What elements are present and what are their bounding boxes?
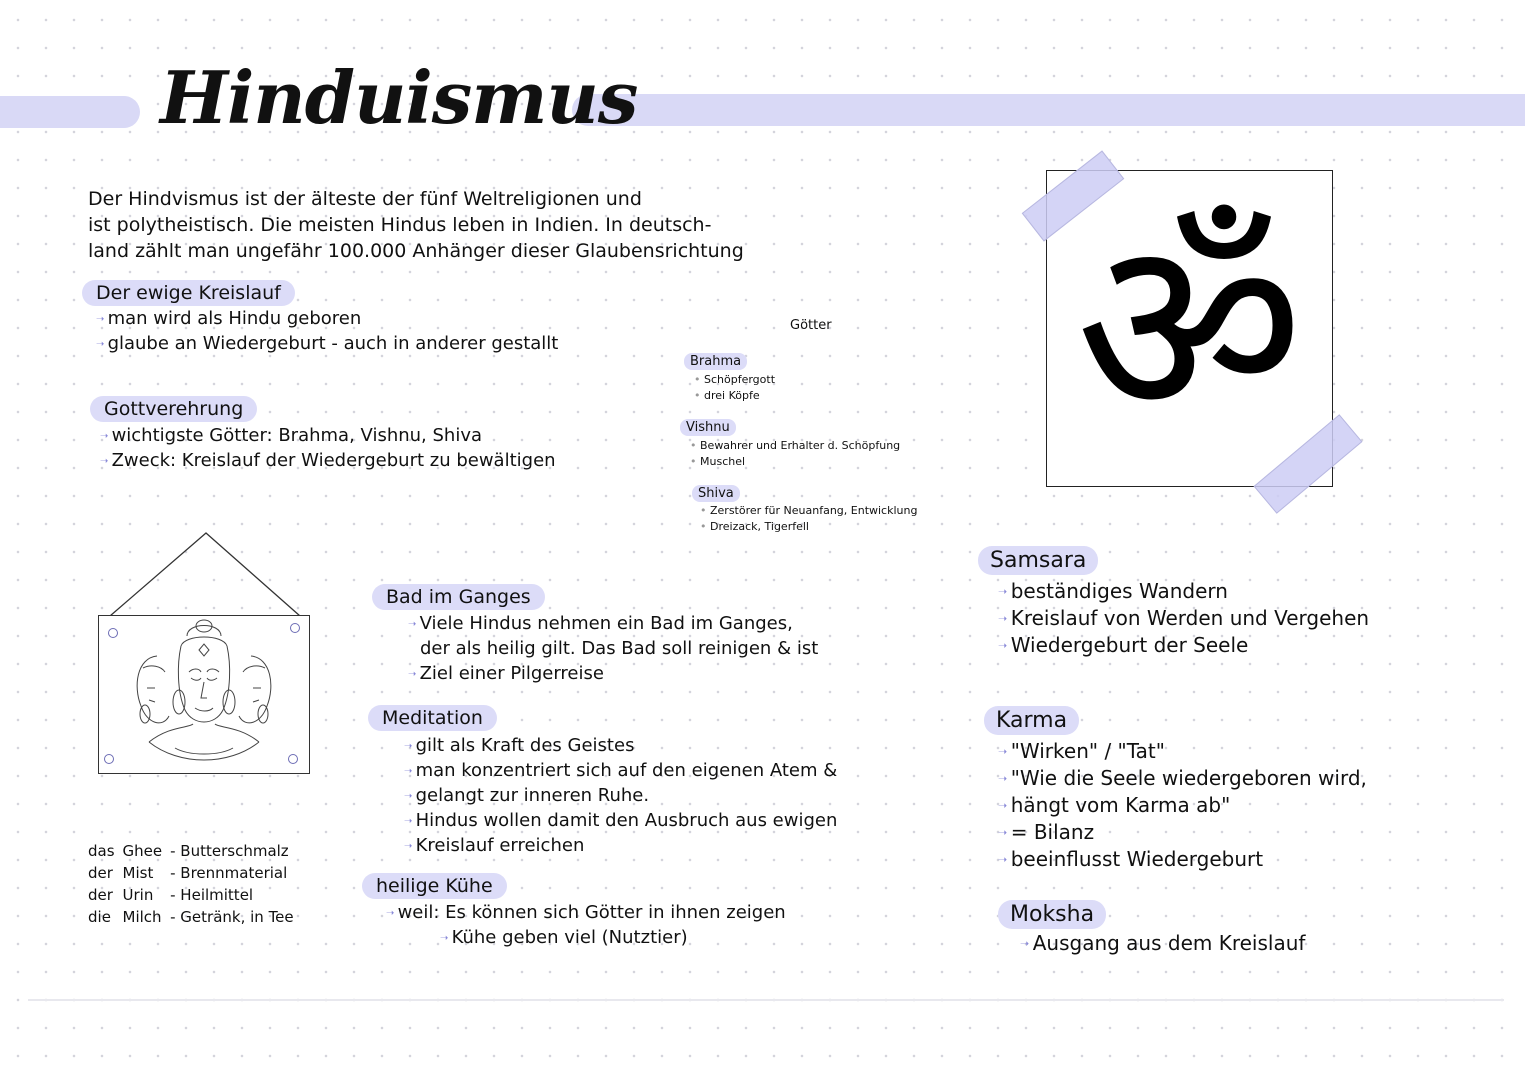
god-name-vishnu: Vishnu (680, 419, 736, 436)
kuehe-heading: heilige Kühe (362, 873, 507, 899)
article: der (88, 864, 113, 882)
article: das (88, 842, 115, 860)
list-item: ➝ "Wie die Seele wiedergeboren wird, (998, 765, 1367, 792)
god-traits-vishnu (690, 438, 900, 470)
list-item: ➝ weil: Es können sich Götter in ihnen zeigen (386, 901, 786, 926)
list-item: ➝ Viele Hindus nehmen ein Bad im Ganges, (408, 612, 818, 637)
meditation-heading: Meditation (368, 705, 497, 731)
bad-heading: Bad im Ganges (372, 584, 545, 610)
gottverehrung-list (100, 424, 556, 474)
list-item: • Zerstörer für Neuanfang, Entwicklung (700, 503, 917, 519)
meaning: - Getränk, in Tee (170, 908, 294, 926)
list-item: ➝ Zweck: Kreislauf der Wiedergeburt zu bewältigen (100, 449, 556, 474)
intro-paragraph (88, 186, 768, 264)
list-item: ➝ wichtigste Götter: Brahma, Vishnu, Shiva (100, 424, 556, 449)
bottom-divider (28, 999, 1504, 1001)
list-item: ➝ "Wirken" / "Tat" (998, 738, 1367, 765)
noun: Milch (122, 908, 162, 926)
god-traits-shiva (700, 503, 917, 535)
list-item: ➝ Ziel einer Pilgerreise (408, 662, 818, 687)
god-traits-brahma (694, 372, 775, 404)
list-item: ➝ beeinflusst Wiedergeburt (998, 846, 1367, 873)
article: die (88, 908, 111, 926)
article: der (88, 886, 113, 904)
om-icon: ॐ (1075, 182, 1304, 474)
karma-heading: Karma (984, 706, 1079, 735)
list-item: ➝ gilt als Kraft des Geistes (404, 734, 837, 759)
list-item: • drei Köpfe (694, 388, 775, 404)
gottverehrung-heading: Gottverehrung (90, 396, 257, 422)
meaning: - Brennmaterial (170, 864, 288, 882)
samsara-heading: Samsara (978, 546, 1098, 575)
pin-icon (108, 628, 118, 638)
brahma-poster (98, 615, 310, 774)
kuehe-list (386, 901, 786, 951)
list-item: • Dreizack, Tigerfell (700, 519, 917, 535)
om-symbol-frame (1046, 170, 1333, 487)
kreislauf-heading: Der ewige Kreislauf (82, 280, 295, 306)
noun: Ghee (122, 842, 163, 860)
table-row (88, 906, 302, 928)
list-item: ➝ Kreislauf von Werden und Vergehen (998, 605, 1369, 632)
list-item: ➝ Ausgang aus dem Kreislauf (1020, 930, 1305, 957)
meaning: - Butterschmalz (170, 842, 289, 860)
moksha-heading: Moksha (998, 900, 1106, 929)
god-name-shiva: Shiva (692, 485, 740, 502)
poster-hanger-string (98, 530, 312, 620)
list-item: ➝ = Bilanz (998, 819, 1367, 846)
list-item: ➝ gelangt zur inneren Ruhe. (404, 784, 837, 809)
list-item: • Schöpfergott (694, 372, 775, 388)
list-item: ➝ Kühe geben viel (Nutztier) (386, 926, 786, 951)
goetter-label: Götter (790, 318, 832, 333)
intro-line: land zählt man ungefähr 100.000 Anhänger dieser Glaubensrichtung (88, 240, 744, 262)
list-item: der als heilig gilt. Das Bad soll reinigen & ist (420, 638, 819, 659)
bad-list (408, 612, 818, 687)
moksha-list (1020, 930, 1305, 957)
meditation-list (404, 734, 837, 859)
list-item: ➝ beständiges Wandern (998, 578, 1369, 605)
table-row (88, 862, 302, 884)
karma-list (998, 738, 1367, 873)
list-item: ➝ hängt vom Karma ab" (998, 792, 1367, 819)
meaning: - Heilmittel (170, 886, 254, 904)
list-item: ➝ glaube an Wiedergeburt - auch in anderer gestallt (96, 332, 558, 357)
pin-icon (104, 754, 114, 764)
god-name-brahma: Brahma (684, 353, 747, 370)
noun: Mist (122, 864, 154, 882)
list-item: • Bewahrer und Erhalter d. Schöpfung (690, 438, 900, 454)
list-item: ➝ Kreislauf erreichen (404, 834, 837, 859)
pin-icon (288, 754, 298, 764)
list-item: ➝ Hindus wollen damit den Ausbruch aus ewigen (404, 809, 837, 834)
list-item: ➝ man wird als Hindu geboren (96, 307, 558, 332)
title-banner-right (572, 94, 1525, 126)
intro-line: Der Hindvismus ist der älteste der fünf Weltreligionen und (88, 188, 642, 210)
pin-icon (290, 623, 300, 633)
cow-products-table (88, 840, 302, 928)
samsara-list (998, 578, 1369, 659)
list-item: ➝ man konzentriert sich auf den eigenen Atem & (404, 759, 837, 784)
noun: Urin (122, 886, 154, 904)
table-row (88, 884, 302, 906)
page-title: Hinduismus (160, 55, 638, 140)
intro-line: ist polytheistisch. Die meisten Hindus leben in Indien. In deutsch- (88, 214, 712, 236)
three-headed-brahma-icon (129, 616, 279, 773)
table-row (88, 840, 302, 862)
list-item: • Muschel (690, 454, 900, 470)
list-item: ➝ Wiedergeburt der Seele (998, 632, 1369, 659)
title-banner-left (0, 96, 140, 128)
kreislauf-list (96, 307, 558, 357)
